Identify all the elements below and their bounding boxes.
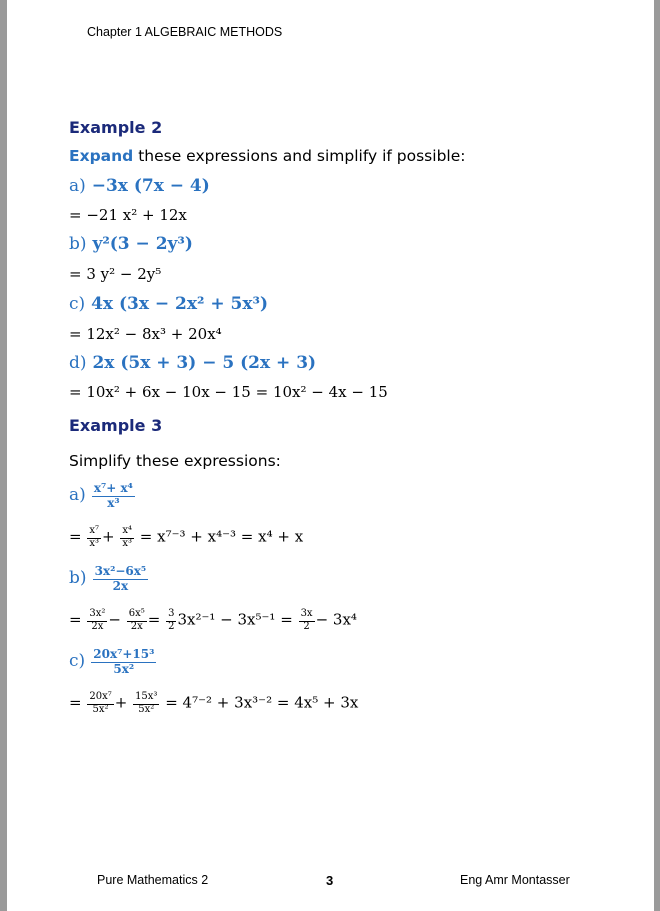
instruction-text: these expressions and simplify if possible:	[133, 147, 466, 165]
chapter-header: Chapter 1 ALGEBRAIC METHODS	[87, 25, 283, 39]
example-2-part-b-question: b) y²(3 − 2y³)	[69, 234, 193, 254]
example-3-instruction: Simplify these expressions:	[69, 452, 281, 470]
question-fraction: $\frac{\text{x⁷+ x⁴}}{\text{x³}}$	[93, 481, 133, 510]
question-fraction: $\frac{\text{3x²−6x⁵}}{2x}$	[94, 564, 147, 593]
page-border-left	[0, 0, 7, 911]
example-2-part-a-answer: = −21 x² + 12x	[69, 206, 187, 224]
example-2-part-b-answer: = 3 y² − 2y⁵	[69, 265, 162, 283]
example-3-title: Example 3	[69, 416, 163, 435]
example-2-part-c-answer: = 12x² − 8x³ + 20x⁴	[69, 325, 222, 343]
example-2-title: Example 2	[69, 118, 163, 137]
footer-book-title: Pure Mathematics 2	[97, 873, 209, 887]
example-3-part-c-question: c) $\frac{\text{20x⁷+15³}}{\text{5x²}}$	[69, 647, 155, 676]
example-2-part-d-question: d) 2x (5x + 3) − 5 (2x + 3)	[69, 353, 317, 373]
page-number: 3	[326, 873, 334, 888]
example-2-part-c-question: c) 4x (3x − 2x² + 5x³)	[69, 294, 268, 314]
footer-author: Eng Amr Montasser	[460, 873, 570, 887]
example-3-part-b-answer: = $\frac{\text{3x²}}{2x}$ − $\frac{\text{6x⁵}}{2x}$ = $\frac{3}{2}$ 3x²⁻¹ − 3x⁵⁻¹ = $\frac{3x}{2}$ − 3x⁴	[69, 608, 357, 632]
page-border-right	[654, 0, 660, 911]
example-3-part-b-question: b) $\frac{\text{3x²−6x⁵}}{2x}$	[69, 564, 147, 593]
example-3-part-a-question: a) $\frac{\text{x⁷+ x⁴}}{\text{x³}}$	[69, 481, 133, 510]
example-2-instruction	[69, 147, 465, 165]
instruction-keyword: Expand	[69, 147, 134, 165]
example-3-part-a-answer: = $\frac{\text{x⁷}}{\text{x³}}$ + $\frac{\text{x⁴}}{\text{x³}}$ = x⁷⁻³ + x⁴⁻³ = x⁴ + x	[69, 525, 304, 549]
example-2-part-a-question: a) −3x (7x − 4)	[69, 176, 210, 196]
question-fraction: $\frac{\text{20x⁷+15³}}{\text{5x²}}$	[93, 647, 155, 676]
example-3-part-c-answer: = $\frac{\text{20x⁷}}{\text{5x²}}$ + $\frac{\text{15x³}}{\text{5x²}}$ = 4⁷⁻² + 3x³⁻² = 4x⁵ + 3x	[69, 691, 359, 715]
example-2-part-d-answer: = 10x² + 6x − 10x − 15 = 10x² − 4x − 15	[69, 383, 388, 401]
